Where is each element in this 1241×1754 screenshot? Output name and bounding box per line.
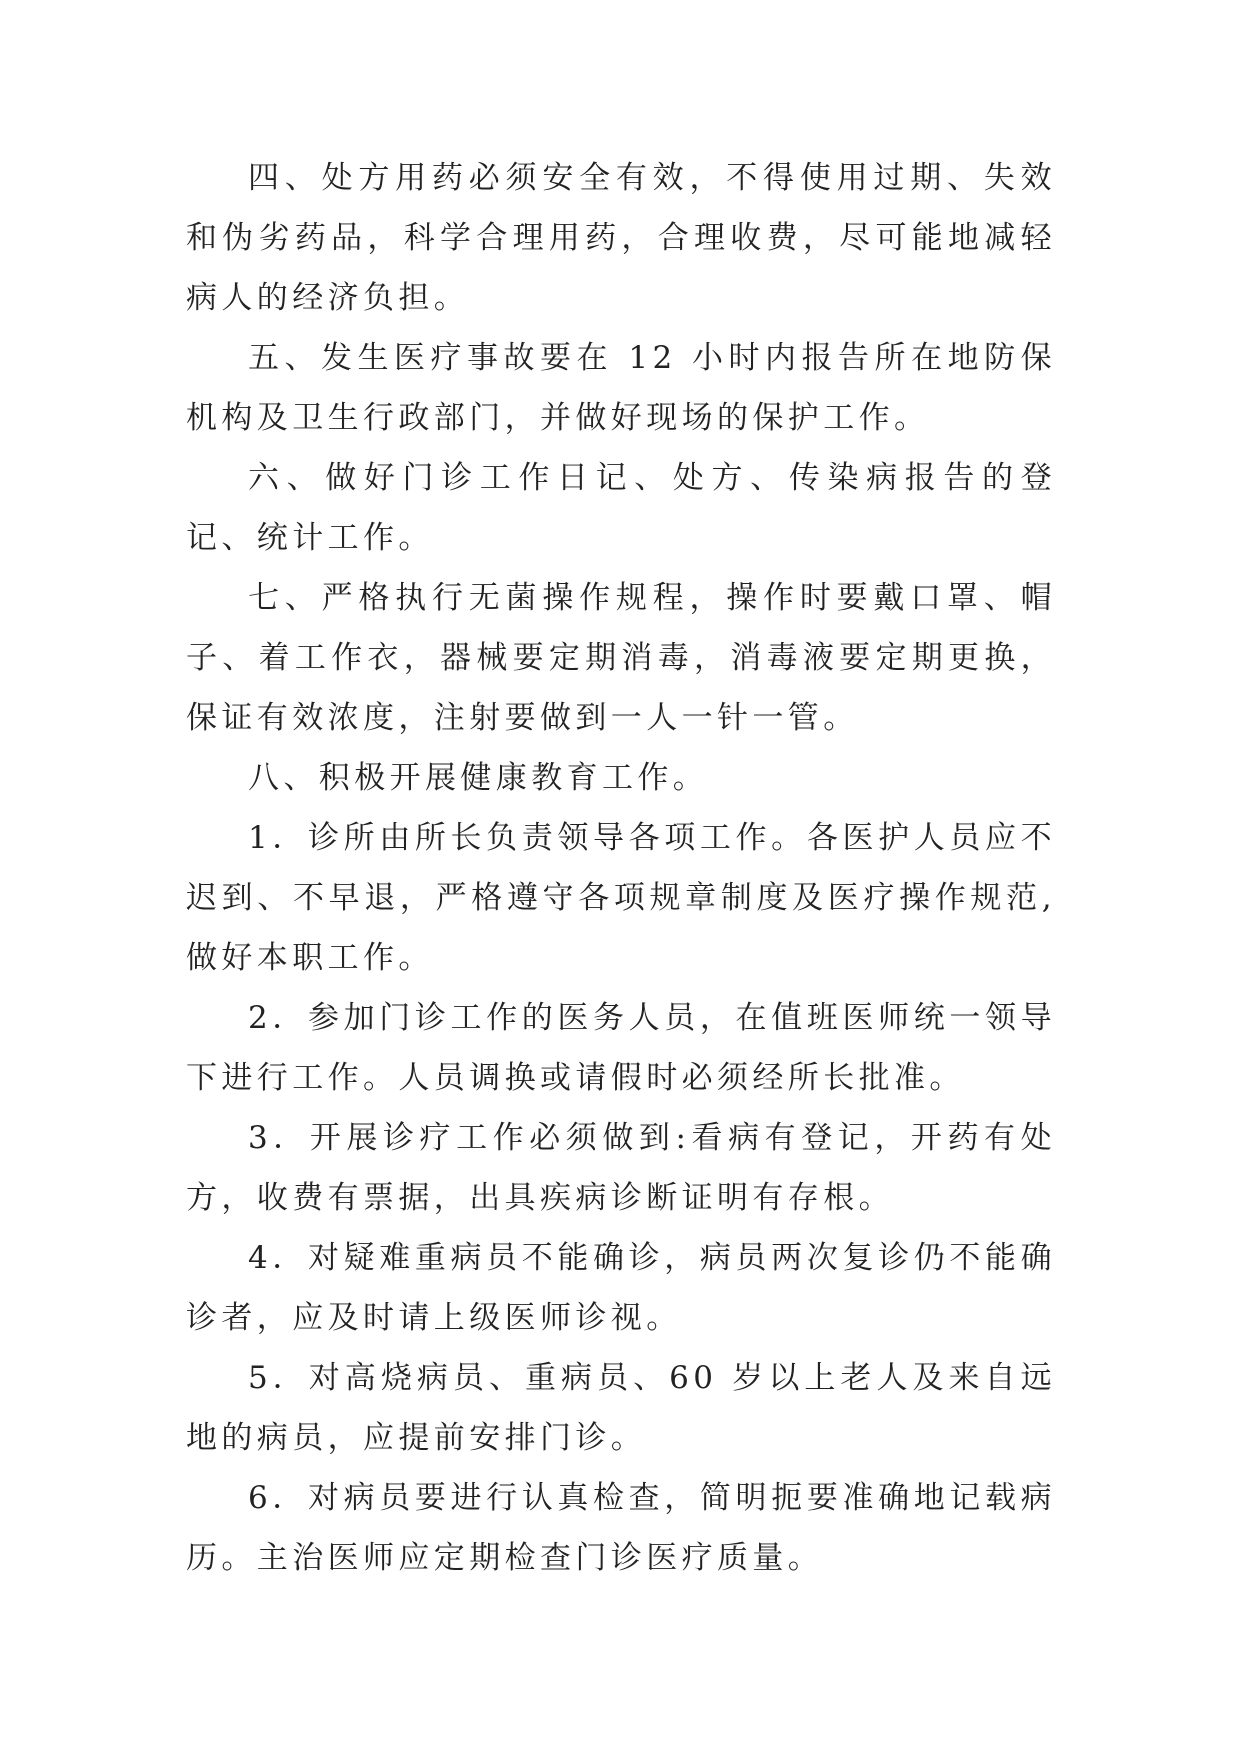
list-item-6: 6．对病员要进行认真检查，简明扼要准确地记载病历。主治医师应定期检查门诊医疗质量。	[186, 1480, 1056, 1576]
list-item-2: 2．参加门诊工作的医务人员，在值班医师统一领导下进行工作。人员调换或请假时必须经所长批准。	[186, 1000, 1056, 1096]
paragraph-5: 五、发生医疗事故要在 12 小时内报告所在地防保机构及卫生行政部门，并做好现场的保护工作。	[186, 340, 1056, 436]
list-item-4: 4．对疑难重病员不能确诊，病员两次复诊仍不能确诊者，应及时请上级医师诊视。	[186, 1240, 1056, 1336]
paragraph-6: 六、做好门诊工作日记、处方、传染病报告的登记、统计工作。	[186, 460, 1056, 556]
paragraph-4: 四、处方用药必须安全有效，不得使用过期、失效和伪劣药品，科学合理用药，合理收费，尽可能地减轻病人的经济负担。	[186, 160, 1056, 316]
paragraph-8: 八、积极开展健康教育工作。	[248, 760, 709, 796]
paragraph-7: 七、严格执行无菌操作规程，操作时要戴口罩、帽子、着工作衣，器械要定期消毒，消毒液要定期更换，保证有效浓度，注射要做到一人一针一管。	[186, 580, 1056, 736]
list-item-3: 3．开展诊疗工作必须做到:看病有登记，开药有处方，收费有票据，出具疾病诊断证明有存根。	[186, 1120, 1056, 1216]
list-item-1: 1．诊所由所长负责领导各项工作。各医护人员应不迟到、不早退，严格遵守各项规章制度及医疗操作规范,做好本职工作。	[186, 820, 1056, 976]
list-item-5: 5．对高烧病员、重病员、60 岁以上老人及来自远地的病员，应提前安排门诊。	[186, 1360, 1056, 1456]
document-body	[186, 148, 1056, 1588]
